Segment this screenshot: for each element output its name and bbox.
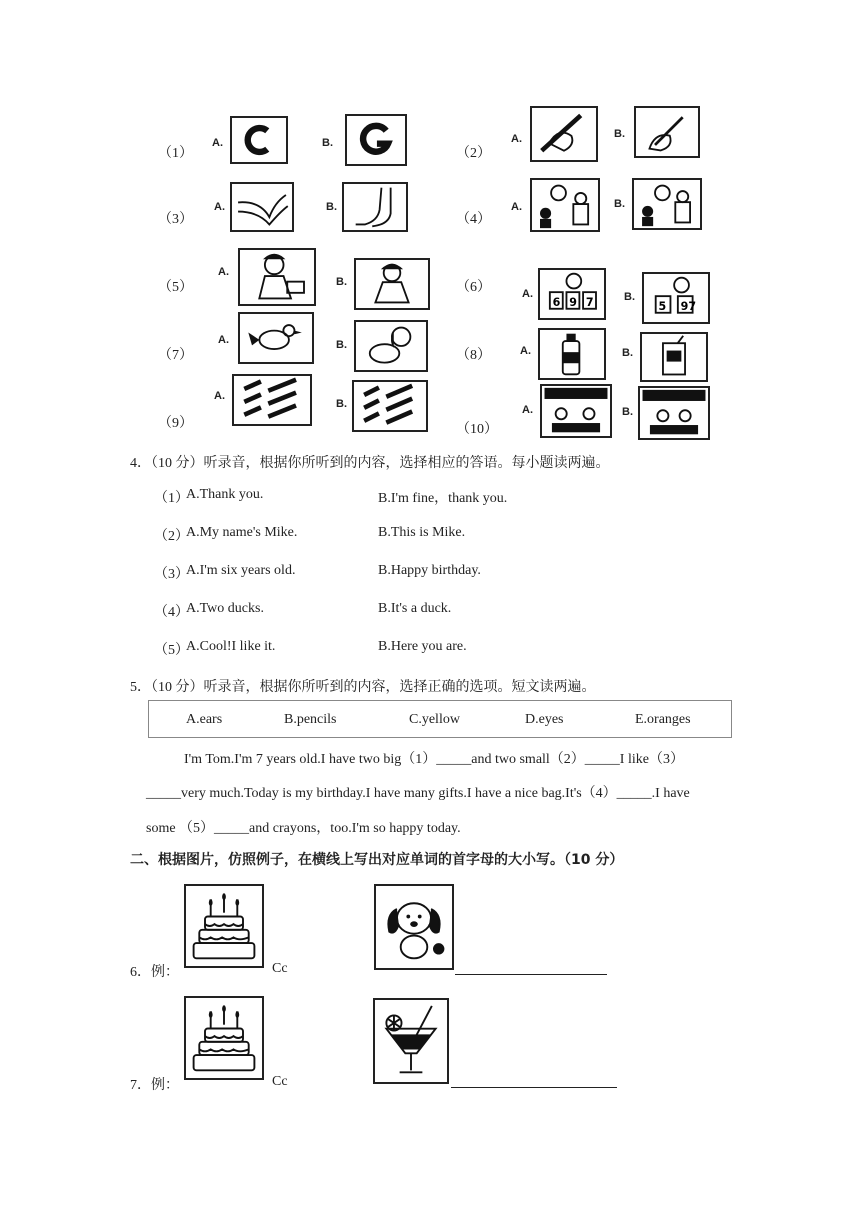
option-label-b: B. [622,347,633,359]
crayons-icon [232,374,312,426]
q4-option-a: A.Thank you. [186,487,264,502]
part2-heading: 二、根据图片，仿照例子，在横线上写出对应单词的首字母的大小写。（10 分） [130,852,624,868]
q4-option-b: B.Happy birthday. [378,563,481,578]
birthday-cake-icon [184,884,264,968]
q4-item-number: （5） [154,643,189,658]
option-label-a: A. [520,345,531,357]
row-label: 6．例： [130,965,179,980]
option-label-b: B. [614,128,625,140]
q3-item-number: （2） [456,146,491,161]
q3-item-number: （5） [158,280,193,295]
option-label-a: A. [522,288,533,300]
svg-text:97: 97 [680,300,697,313]
q5-heading: 5．（10 分）听录音，根据你所听到的内容，选择正确的选项。短文读两遍。 [130,680,596,695]
option-label-a: A. [511,201,522,213]
word-bank-option: A.ears [186,712,223,727]
answer-line[interactable] [451,1087,617,1088]
clock-scene-icon [632,178,702,230]
bottle-icon [538,328,606,380]
crayons-icon [352,380,428,432]
birthday-cake-icon [184,996,264,1080]
svg-text:7: 7 [585,296,594,309]
option-label-b: B. [336,398,347,410]
number-cards-icon [538,268,606,320]
bird-icon [238,312,314,364]
clock-scene-icon [530,178,600,232]
q3-item-number: （8） [456,348,491,363]
dog-icon [354,320,428,372]
q4-option-b: B.It's a duck. [378,601,452,616]
option-label-a: A. [511,133,522,145]
option-label-a: A. [212,137,223,149]
letter-c-icon [230,116,288,164]
q4-option-b: B.I'm fine，thank you. [378,491,508,506]
q3-item-number: （9） [158,416,193,431]
svg-text:6: 6 [552,296,561,309]
passage-line: _____very much.Today is my birthday.I have many gifts.I have a nice bag.It's（4）_____.I have [146,786,690,801]
word-bank-option: D.eyes [525,712,564,727]
option-label-b: B. [336,276,347,288]
q4-item-number: （3） [154,567,189,582]
word-bank-option: C.yellow [409,712,460,727]
option-label-b: B. [336,339,347,351]
classroom-icon [540,384,612,438]
juice-box-icon [640,332,708,382]
hand-pencil-icon [530,106,598,162]
q4-option-a: A.I'm six years old. [186,563,296,578]
option-label-b: B. [322,137,333,149]
girl-icon [354,258,430,310]
option-label-a: A. [214,201,225,213]
svg-text:9: 9 [569,296,577,309]
word-bank-option: E.oranges [635,712,691,727]
arm-icon [230,182,294,232]
foot-icon [342,182,408,232]
q3-item-number: （7） [158,348,193,363]
example-answer: Cc [272,961,288,976]
option-label-a: A. [218,334,229,346]
q3-item-number: （10） [456,422,498,437]
option-label-b: B. [326,201,337,213]
hand-pen-icon [634,106,700,158]
puppy-icon [374,884,454,970]
example-answer: Cc [272,1074,288,1089]
q4-option-a: A.My name's Mike. [186,525,298,540]
passage-line: some （5）_____and crayons，too.I'm so happy today. [146,821,461,836]
girl-icon [238,248,316,306]
number-cards-icon [642,272,710,324]
q3-item-number: （3） [158,212,193,227]
word-bank-option: B.pencils [284,712,337,727]
q3-item-number: （4） [456,212,491,227]
q4-heading: 4．（10 分）听录音，根据你所听到的内容，选择相应的答语。每小题读两遍。 [130,456,610,471]
option-label-b: B. [614,198,625,210]
option-label-b: B. [622,406,633,418]
svg-text:5: 5 [658,300,667,313]
q3-item-number: （1） [158,146,193,161]
q4-option-b: B.This is Mike. [378,525,466,540]
letter-g-icon [345,114,407,166]
q4-option-b: B.Here you are. [378,639,467,654]
q4-item-number: （4） [154,605,189,620]
option-label-b: B. [624,291,635,303]
option-label-a: A. [214,390,225,402]
q4-option-a: A.Two ducks. [186,601,264,616]
row-label: 7．例： [130,1078,179,1093]
q4-item-number: （1） [154,491,189,506]
juice-glass-icon [373,998,449,1084]
option-label-a: A. [522,404,533,416]
option-label-a: A. [218,266,229,278]
answer-line[interactable] [455,974,607,975]
passage-line: I'm Tom.I'm 7 years old.I have two big（1）_____and two small（2）_____I like（3） [184,752,684,767]
q4-option-a: A.Cool!I like it. [186,639,276,654]
q4-item-number: （2） [154,529,189,544]
classroom-icon [638,386,710,440]
q3-item-number: （6） [456,280,491,295]
